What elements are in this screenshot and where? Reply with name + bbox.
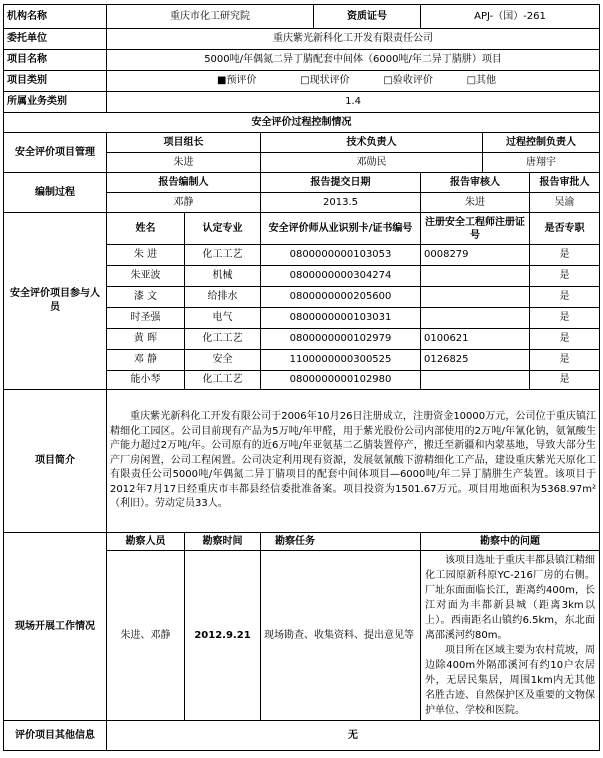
staff-reg: 0008279	[421, 245, 530, 266]
head-author: 报告编制人	[107, 173, 261, 193]
staff-head-name: 姓名	[107, 213, 185, 245]
survey-head-person: 勘察人员	[107, 533, 185, 551]
staff-major: 化工工艺	[185, 371, 261, 390]
org-value: 重庆市化工研究院	[107, 5, 314, 29]
staff-fulltime: 是	[530, 350, 600, 371]
staff-head-fulltime: 是否专职	[530, 213, 600, 245]
biz-label: 所属业务类别	[4, 92, 107, 113]
row-client	[4, 29, 600, 50]
staff-fulltime: 是	[530, 245, 600, 266]
category-option-other: □其他	[466, 75, 497, 86]
category-label: 项目类别	[4, 71, 107, 92]
row-org	[4, 5, 600, 29]
org-label: 机构名称	[4, 5, 107, 29]
client-value: 重庆紫光新科化工开发有限责任公司	[107, 29, 600, 50]
survey-head-issue: 勘察中的问题	[421, 533, 600, 551]
head-date: 报告提交日期	[261, 173, 421, 193]
staff-fulltime: 是	[530, 308, 600, 329]
row-compile-head	[4, 173, 600, 193]
cert-label: 资质证号	[314, 5, 421, 29]
staff-name: 漆 文	[107, 287, 185, 308]
survey-issue	[421, 551, 600, 721]
submit-date: 2013.5	[261, 193, 421, 213]
staff-head-major: 认定专业	[185, 213, 261, 245]
staff-reg	[421, 266, 530, 287]
project-label: 项目名称	[4, 50, 107, 71]
process-title: 安全评价过程控制情况	[4, 113, 600, 133]
row-summary	[4, 390, 600, 533]
staff-head-reg: 注册安全工程师注册证号	[421, 213, 530, 245]
row-survey-head	[4, 533, 600, 551]
staff-card: 0800000000205600	[261, 287, 421, 308]
staff-card: 0800000000304274	[261, 266, 421, 287]
head-group-leader: 项目组长	[107, 133, 261, 153]
head-proc-lead: 过程控制负责人	[483, 133, 600, 153]
staff-fulltime: 是	[530, 266, 600, 287]
staff-major: 化工工艺	[185, 245, 261, 266]
other-value: 无	[107, 721, 600, 751]
survey-issue-p2: 项目所在区域主要为农村荒坡，周边除400m外隔邵溪河有约10户农居外，无居民集居，周围1km内无其他名胜古迹、自然保护区及重要的文物保护单位、学校和医院。	[425, 645, 596, 716]
management-label: 安全评价项目管理	[4, 133, 107, 173]
survey-time: 2012.9.21	[185, 551, 261, 721]
row-mgmt-head	[4, 133, 600, 153]
staff-reg: 0126825	[421, 350, 530, 371]
cert-value: APJ-（国）-261	[421, 5, 600, 29]
row-other	[4, 721, 600, 751]
biz-value: 1.4	[107, 92, 600, 113]
row-category	[4, 71, 600, 92]
category-option-current: □现状评价	[300, 75, 350, 86]
staff-card: 0800000000102979	[261, 329, 421, 350]
head-reviewer: 报告审核人	[421, 173, 530, 193]
survey-head-time: 勘察时间	[185, 533, 261, 551]
reviewer: 朱进	[421, 193, 530, 213]
staff-major: 给排水	[185, 287, 261, 308]
row-staff-head	[4, 213, 600, 245]
staff-name: 朱 进	[107, 245, 185, 266]
staff-card: 0800000000103053	[261, 245, 421, 266]
staff-card: 0800000000103031	[261, 308, 421, 329]
head-tech-lead: 技术负责人	[261, 133, 483, 153]
tech-lead: 邓勋民	[261, 153, 483, 173]
survey-person: 朱进、邓静	[107, 551, 185, 721]
category-option-acceptance: □验收评价	[383, 75, 433, 86]
approver: 吴渝	[530, 193, 600, 213]
survey-head-task: 勘察任务	[261, 533, 421, 551]
row-process-title	[4, 113, 600, 133]
staff-major: 机械	[185, 266, 261, 287]
category-option-pre: ■预评价	[217, 75, 257, 86]
staff-name: 黄 晖	[107, 329, 185, 350]
staff-fulltime: 是	[530, 287, 600, 308]
survey-task: 现场勘查、收集资料、提出意见等	[261, 551, 421, 721]
staff-head-card: 安全评价师从业识别卡/证书编号	[261, 213, 421, 245]
author: 邓静	[107, 193, 261, 213]
staff-name: 朱亚波	[107, 266, 185, 287]
form-table	[3, 4, 600, 751]
survey-label: 现场开展工作情况	[4, 533, 107, 721]
summary-text: 重庆紫光新科化工开发有限公司于2006年10月26日注册成立，注册资金10000万元，公司位于重庆镇江精细化工园区。公司目前现有产品为5万吨/年甲醛，用于紫光股份公司内部使用的2万吨/年氰化钠，氨氰酸生产能力超过2万吨/年。公司原有的近6万吨/年亚氨基二乙腈装置停产，搬迁至新疆和内蒙基地，导致大部分生产厂房闲置，公司工程闲置。公司决定利用现有资源，发展氨氰酸下游精细化工产品，建设重庆紫光天原化工有限责任公司5000吨/年偶氮二异丁腈项目的配套中间体项目—6000吨/年二异丁腈肼生产装置。该项目于2012年7月17日经重庆市丰都县经信委批准备案。项目投资为1501.67万元。项目用地面积为5368.97m²（利旧）。劳动定员33人。	[107, 390, 600, 533]
staff-name: 邓 静	[107, 350, 185, 371]
evaluation-form	[3, 4, 599, 751]
staff-fulltime: 是	[530, 371, 600, 390]
proc-lead: 唐翔宇	[483, 153, 600, 173]
row-biz	[4, 92, 600, 113]
staff-major: 安全	[185, 350, 261, 371]
client-label: 委托单位	[4, 29, 107, 50]
staff-major: 电气	[185, 308, 261, 329]
staff-card: 0800000000102980	[261, 371, 421, 390]
staff-reg: 0100621	[421, 329, 530, 350]
staff-card: 1100000000300525	[261, 350, 421, 371]
row-project	[4, 50, 600, 71]
other-label: 评价项目其他信息	[4, 721, 107, 751]
category-options	[107, 71, 600, 92]
staff-name: 时圣强	[107, 308, 185, 329]
compile-label: 编制过程	[4, 173, 107, 213]
staff-label: 安全评价项目参与人员	[4, 213, 107, 390]
project-value: 5000吨/年偶氮二异丁腈配套中间体（6000吨/年二异丁腈肼）项目	[107, 50, 600, 71]
staff-fulltime: 是	[530, 329, 600, 350]
staff-name: 能小琴	[107, 371, 185, 390]
staff-reg	[421, 308, 530, 329]
staff-reg	[421, 287, 530, 308]
survey-issue-p1: 该项目选址于重庆丰都县镇江精细化工园原新科原YC-216厂房的右侧。厂址东面面临长江，距离约400m，长江对面为丰都新县城（距离3km以上）。西南距名山镇约6.5km，东北面离邵溪河约80m。	[425, 555, 596, 641]
head-approver: 报告审批人	[530, 173, 600, 193]
staff-reg	[421, 371, 530, 390]
group-leader: 朱进	[107, 153, 261, 173]
staff-major: 化工工艺	[185, 329, 261, 350]
summary-label: 项目简介	[4, 390, 107, 533]
